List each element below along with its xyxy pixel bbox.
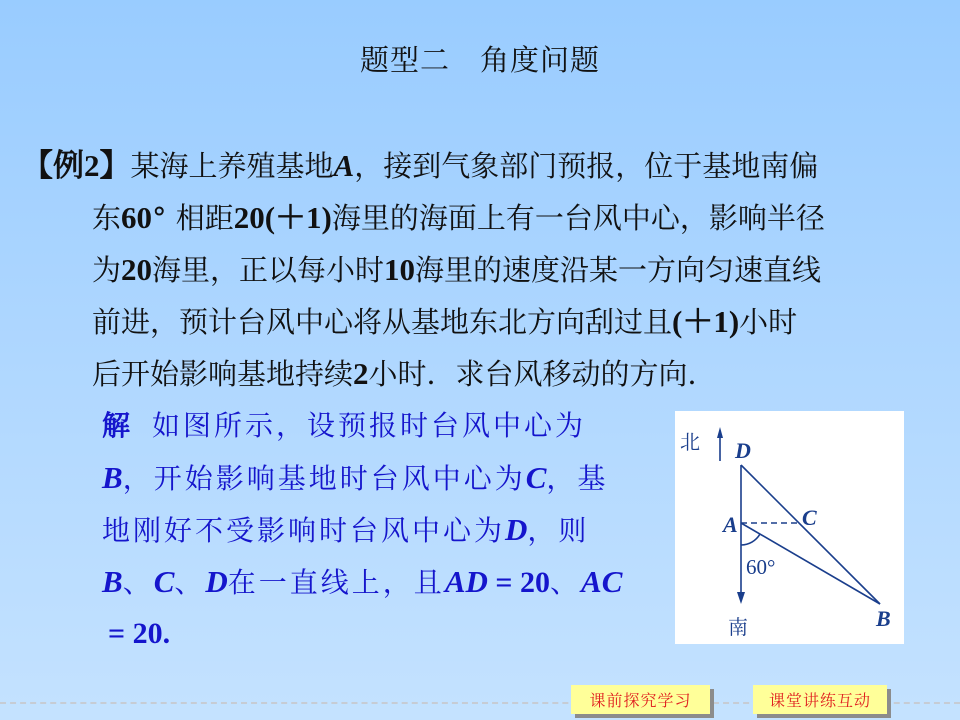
title-type: 题型二	[359, 43, 450, 77]
problem-text: 某海上养殖基地	[130, 149, 334, 183]
variable: D	[505, 512, 528, 547]
problem-line-2	[22, 192, 922, 244]
north-label: 北	[680, 430, 700, 454]
angle-label: 60°	[746, 555, 776, 579]
number: = 20.	[108, 617, 171, 650]
south-arrow-icon	[737, 592, 745, 604]
solution-line-5	[102, 608, 662, 660]
variable: B	[102, 564, 123, 599]
solution	[102, 400, 662, 660]
example-label: 例2	[53, 148, 100, 183]
triangle-diagram	[675, 411, 904, 644]
problem-text: 前进，预计台风中心将从基地东北方向刮过且	[92, 305, 673, 339]
variable-a: A	[333, 148, 355, 183]
problem-text: 海里的速度沿某一方向匀速直线	[415, 253, 822, 287]
solution-text: ，则	[527, 514, 590, 547]
point-d-label: D	[735, 438, 751, 463]
problem-text: 后开始影响基地持续	[92, 357, 354, 391]
variable: C	[525, 460, 547, 495]
problem-text: ，接到气象部门预报，位于基地南偏	[354, 149, 819, 183]
prev-section-label: 课前探究学习	[589, 691, 692, 710]
slide-title	[0, 38, 960, 79]
solution-line-2	[102, 452, 662, 504]
problem-text: 小时．求台风移动的方向．	[368, 357, 717, 391]
problem-line-1	[22, 140, 922, 192]
variable: AC	[581, 564, 623, 599]
number: 20	[121, 252, 153, 287]
problem-text: 小时	[739, 305, 798, 339]
solution-line-3	[102, 504, 662, 556]
solution-text: 如图所示，设预报时台风中心为	[152, 409, 587, 442]
number: = 20	[487, 566, 550, 599]
example-label-open: 【	[22, 148, 53, 183]
title-topic: 角度问题	[480, 43, 601, 77]
variable: B	[102, 460, 123, 495]
prev-section-button[interactable]	[571, 685, 710, 714]
number: 60	[121, 200, 153, 235]
variable: D	[205, 564, 228, 599]
next-section-button[interactable]	[753, 685, 887, 714]
problem-statement	[22, 140, 922, 400]
variable: AD	[444, 564, 488, 599]
angle-arc	[741, 534, 760, 545]
solution-lead: 解	[102, 409, 131, 442]
example-label-close: 】	[99, 148, 131, 183]
solution-text: ，开始影响基地时台风中心为	[122, 462, 526, 495]
problem-text: 为	[92, 253, 122, 287]
point-c-label: C	[802, 505, 817, 530]
solution-text: 在一直线上，且	[227, 566, 445, 599]
problem-text: 海里，正以每小时	[152, 253, 385, 287]
geometry-figure	[675, 411, 904, 644]
solution-text: 地刚好不受影响时台风中心为	[102, 514, 506, 547]
next-section-label: 课堂讲练互动	[768, 691, 871, 710]
solution-line-1	[102, 400, 662, 452]
solution-text: 、	[122, 566, 154, 599]
solution-text: 、	[174, 566, 206, 599]
number: 2	[353, 356, 369, 391]
variable: C	[153, 564, 175, 599]
number: (＋1)	[672, 304, 740, 339]
south-label: 南	[728, 615, 748, 639]
problem-text: 海里的海面上有一台风中心，影响半径	[331, 201, 825, 235]
solution-text: 、	[550, 566, 582, 599]
point-a-label: A	[723, 512, 738, 537]
problem-line-5	[22, 348, 922, 400]
number: 20(＋1)	[233, 200, 332, 235]
point-b-label: B	[876, 606, 891, 631]
problem-line-3	[22, 244, 922, 296]
problem-line-4	[22, 296, 922, 348]
solution-line-4	[102, 556, 662, 608]
problem-text: 东	[92, 201, 122, 235]
problem-text: ° 相距	[152, 201, 234, 235]
number: 10	[384, 252, 416, 287]
solution-text: ，基	[546, 462, 609, 495]
